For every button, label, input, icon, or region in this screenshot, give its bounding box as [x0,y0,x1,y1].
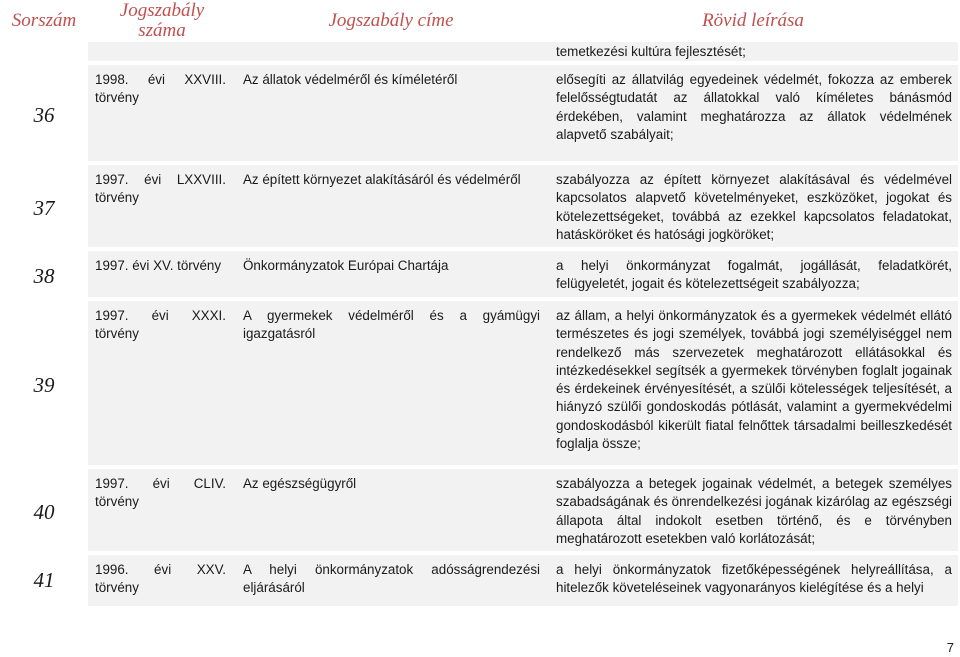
continuation-desc: temetkezési kultúra fejlesztését; [546,42,958,69]
row-law: 1997. évi XXXI. törvény [88,301,236,469]
table-row-continuation [0,42,958,65]
page-number: 7 [946,640,954,655]
row-number: 41 [0,555,88,606]
row-title: A helyi önkormányzatok adósságrendezési eljárásáról [236,555,546,606]
row-law: 1996. évi XXV. törvény [88,555,236,606]
row-title: Az állatok védelméről és kíméletéről [236,65,546,165]
row-desc: az állam, a helyi önkormányzatok és a gyermekek védelmét ellátó természetes és jogi személyek, továbbá jogi személyiséggel nem rendelkező más szervezetek meghatározott ellátásokkal és intézkedésekkel segítsék a gyermekek törvényben foglalt jogainak és érdekeinek érvényesítését, a szülői kötelességek teljesítését, a hiányzó szülői gondoskodás pótlását, valamint a gyermekvédelmi gondoskodásból kikerült fiatal felnőttek társadalmi beilleszkedését foglalja össze; [546,301,958,469]
table-row [0,165,958,251]
header-law [88,1,236,41]
header-title: Jogszabály címe [328,10,454,31]
row-title: Az egészségügyről [236,469,546,556]
row-number: 40 [0,469,88,556]
row-title: A gyermekek védelméről és a gyámügyi igazgatásról [236,301,546,469]
row-number: 37 [0,165,88,252]
header-law-line2: száma [138,20,186,41]
row-desc: elősegíti az állatvilág egyedeinek védelmét, fokozza az emberek felelősségtudatát az állatokkal való kíméletes bánásmód érdekében, valamint meghatározza az állatok védelmének alapvető szabályait; [546,65,958,165]
header-desc: Rövid leírása [702,10,804,31]
law-table [0,42,958,603]
row-title: Önkormányzatok Európai Chartája [236,251,546,302]
row-law: 1998. évi XXVIII. törvény [88,65,236,165]
table-row [0,65,958,165]
row-desc: a helyi önkormányzat fogalmát, jogállását, feladatkörét, felügyeletét, jogait és kötelezettségeit szabályozza; [546,251,958,302]
table-row [0,301,958,469]
header-law-line1: Jogszabály [119,0,205,21]
table-row [0,251,958,301]
table-row [0,469,958,555]
row-law: 1997. évi LXXVIII. törvény [88,165,236,252]
row-desc: a helyi önkormányzatok fizetőképességének helyreállítása, a hitelezők követeléseinek vagyonarányos kielégítése és a helyi [546,555,958,606]
table-row [0,555,958,603]
row-law: 1997. évi CLIV. törvény [88,469,236,556]
header-number: Sorszám [11,10,77,31]
table-header [0,0,960,42]
row-number: 36 [0,65,88,165]
row-law: 1997. évi XV. törvény [88,251,236,302]
row-number: 39 [0,301,88,469]
row-desc: szabályozza az épített környezet alakításával és védelmével kapcsolatos alapvető követelményeket, eszközöket, jogokat és kötelezettségeket, továbbá az ezekkel kapcsolatos feladatokat, hatásköröket és hatósági jogköröket; [546,165,958,252]
row-title: Az épített környezet alakításáról és védelméről [236,165,546,252]
row-number: 38 [0,251,88,302]
row-desc: szabályozza a betegek jogainak védelmét, a betegek személyes szabadságának és önrendelkezési jogának kizárólag az egészségi állapota által indokolt esetben történő, és e törvényben meghatározott esetekben való korlátozását; [546,469,958,556]
